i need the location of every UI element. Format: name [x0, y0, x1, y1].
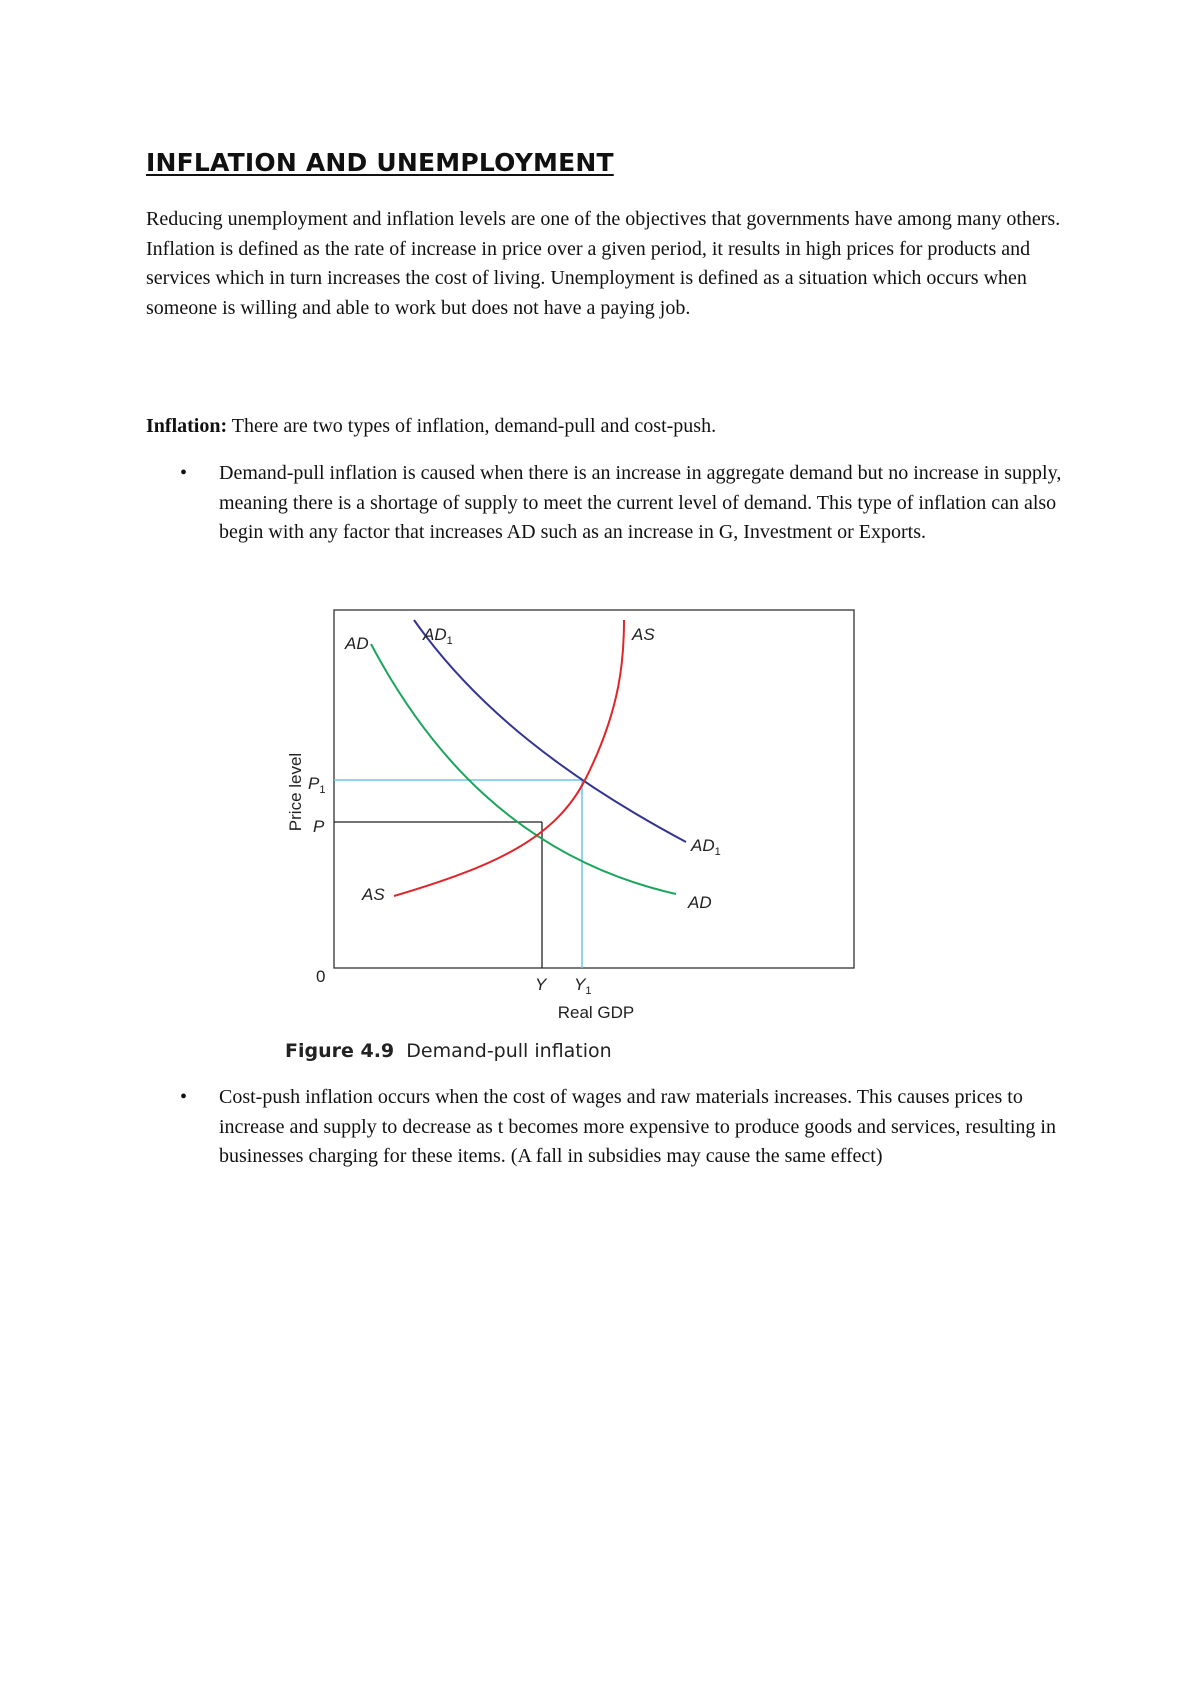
- bullet-demand-pull: Demand-pull inflation is caused when there is an increase in aggregate demand but no increase in supply, meaning there is a shortage of supply to meet the current level of demand. This type of inflation can also begin with any factor that increases AD such as an increase in G, Investment or Exports.: [219, 462, 1062, 543]
- as-label-bottom: AS: [362, 885, 385, 904]
- as-curve: [394, 620, 624, 896]
- ad1-label-bottom: $AD_1$: [691, 836, 721, 858]
- figure-caption-number: Figure 4.9: [285, 1040, 395, 1062]
- as-label-top: AS: [632, 625, 655, 644]
- p-tick-label: P: [313, 817, 325, 836]
- figure-caption: [285, 1040, 612, 1062]
- y1-tick-label: $Y_1$: [574, 975, 592, 997]
- ad1-curve: [414, 620, 686, 842]
- demand-pull-figure: [276, 598, 876, 1038]
- bullet-marker: •: [180, 1086, 188, 1108]
- ad-curve: [371, 644, 676, 894]
- y-axis-title: Price level: [286, 752, 305, 832]
- bullet-cost-push: Cost-push inflation occurs when the cost of wages and raw materials increases. This causes prices to increase and supply to decrease as t becomes more expensive to produce goods and services, resulting in businesses charging for these items. (A fall in subsidies may cause the same effect): [219, 1086, 1056, 1167]
- figure-caption-text: Demand-pull inflation: [406, 1040, 612, 1062]
- plot-frame: [334, 610, 854, 968]
- p1-tick-label: $P_1$: [308, 774, 326, 796]
- ad1-label-top: $AD_1$: [423, 625, 453, 647]
- inflation-intro: There are two types of inflation, demand-pull and cost-push.: [227, 415, 717, 437]
- ad-label-top: AD: [345, 634, 369, 653]
- x-axis-title: Real GDP: [557, 1003, 635, 1022]
- bullet-marker: •: [180, 462, 188, 484]
- intro-paragraph: Reducing unemployment and inflation levels are one of the objectives that governments have among many others. Inflation is defined as the rate of increase in price over a given period, it results in high prices for products and services which in turn increases the cost of living. Unemployment is defined as a situation which occurs when someone is willing and able to work but does not have a paying job.: [146, 208, 1061, 319]
- page-title: INFLATION AND UNEMPLOYMENT: [146, 148, 614, 177]
- origin-label: 0: [316, 967, 326, 986]
- ad-label-bottom: AD: [688, 893, 712, 912]
- inflation-paragraph: [146, 412, 716, 442]
- y-tick-label: Y: [535, 975, 547, 994]
- ad-as-diagram: [276, 598, 876, 1038]
- inflation-heading: Inflation:: [146, 415, 228, 437]
